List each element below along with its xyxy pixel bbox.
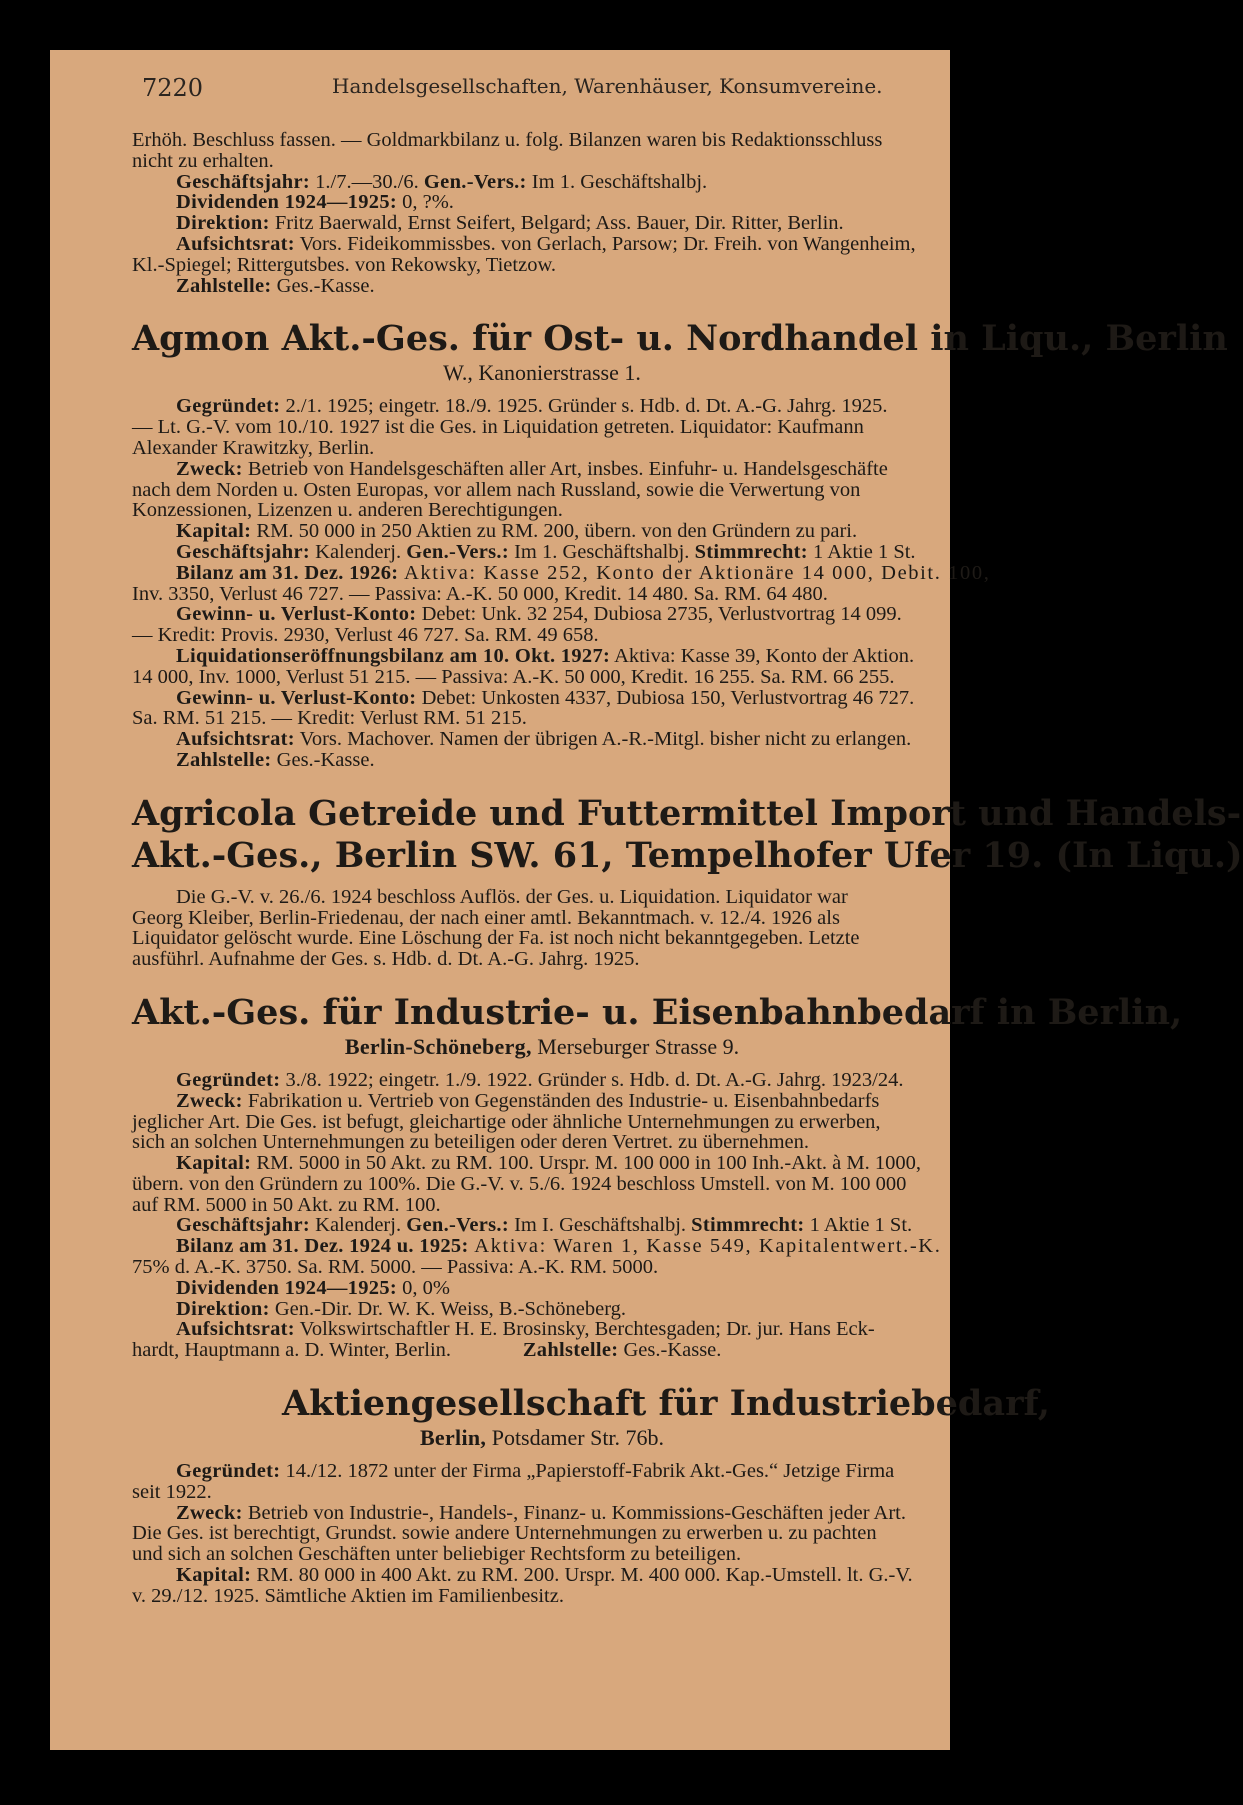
field-value: Gen.-Dir. Dr. W. K. Weiss, B.-Schöneberg. (269, 1297, 627, 1320)
text-line: nicht zu erhalten. (132, 149, 274, 172)
management-line (132, 213, 952, 234)
field-value: 1 Aktie 1 St. (807, 540, 916, 563)
field-label: Zahlstelle: (522, 1339, 619, 1362)
field-label: Bilanz am 31. Dez. 1926: (176, 561, 399, 584)
field-label: Direktion: (176, 212, 270, 235)
company-address: W., Kanonierstrasse 1. (443, 360, 641, 386)
field-value: Ges.-Kasse. (271, 274, 375, 297)
field-label: Kapital: (176, 1152, 252, 1175)
text-line: Sa. RM. 51 215. — Kredit: Verlust RM. 51 215. (132, 707, 527, 730)
text-line: Die G.-V. v. 26./6. 1924 beschloss Auflös. der Ges. u. Liquidation. Liquidator war (176, 885, 848, 908)
field-label: Gen.-Vers.: (423, 170, 527, 193)
field-value: 1./7.—30./6. (310, 170, 424, 193)
text-line: Die Ges. ist berechtigt, Grundst. sowie andere Unternehmungen zu erwerben u. zu pachten (132, 1522, 877, 1545)
field-label: Bilanz am 31. Dez. 1924 u. 1925: (176, 1235, 469, 1258)
field-value: 14./12. 1872 unter der Firma „Papierstoff-Fabrik Akt.-Ges.“ Jetzige Firma (280, 1460, 895, 1483)
field-label: Zweck: (176, 1089, 243, 1112)
address-city: Berlin-Schöneberg, (344, 1033, 532, 1059)
board-line (132, 234, 952, 255)
field-label: Aufsichtsrat: (176, 728, 295, 751)
company-heading: Agricola Getreide und Futtermittel Import und Handels- (132, 792, 1242, 834)
field-label: Gegründet: (176, 1068, 281, 1091)
field-value: Fabrikation u. Vertrieb von Gegenständen des Industrie- u. Eisenbahnbedarfs (242, 1089, 880, 1112)
field-value: 1 Aktie 1 St. (804, 1214, 913, 1237)
founded-line (132, 396, 952, 417)
field-label: Kapital: (176, 520, 252, 543)
company-address (132, 1425, 952, 1451)
field-label: Geschäftsjahr: (176, 170, 311, 193)
field-value: Ges.-Kasse. (271, 748, 375, 771)
entry-industriebedarf (132, 1383, 1050, 1607)
entry-industrie-eisenbahnbedarf (132, 991, 1183, 1362)
field-value: Im 1. Geschäftshalbj. (508, 540, 695, 563)
field-label: Dividenden 1924—1925: (176, 191, 397, 214)
entry-agricola (132, 792, 1243, 971)
liquidation-balance-line (132, 646, 952, 667)
field-value: Betrieb von Industrie-, Handels-, Finanz- u. Kommissions-Geschäften jeder Art. (242, 1501, 906, 1524)
paying-office-line (132, 750, 952, 771)
field-label: Gen.-Vers.: (406, 540, 509, 563)
board-line (132, 1319, 952, 1340)
text-line: Liquidator gelöscht wurde. Eine Löschung der Fa. ist noch nicht bekanntgegeben. Letzte (132, 927, 860, 950)
address-street: Merseburger Strasse 9. (531, 1033, 740, 1059)
capital-line (132, 521, 952, 542)
field-label: Stimmrecht: (694, 540, 808, 563)
field-value: 0, ?%. (397, 191, 454, 214)
text-line: v. 29./12. 1925. Sämtliche Aktien im Familienbesitz. (132, 1584, 564, 1607)
field-label: Dividenden 1924—1925: (176, 1276, 397, 1299)
text-line: Kl.-Spiegel; Rittergutsbes. von Rekowsky, Tietzow. (132, 253, 557, 276)
text-line: sich an solchen Unternehmungen zu beteiligen oder deren Vertret. zu übernehmen. (132, 1131, 810, 1154)
balance-line (132, 561, 991, 584)
field-value: Ges.-Kasse. (618, 1339, 722, 1362)
dividends-line (132, 1278, 952, 1299)
purpose-line (132, 1091, 952, 1112)
field-value: RM. 5000 in 50 Akt. zu RM. 100. Urspr. M. 100 000 in 100 Inh.-Akt. à M. 1000, (251, 1152, 921, 1175)
fiscal-year-line (132, 1215, 952, 1236)
text-line: 75% d. A.-K. 3750. Sa. RM. 5000. — Passiva: A.-K. RM. 5000. (132, 1256, 659, 1279)
field-label: Aufsichtsrat: (176, 232, 295, 255)
address-city: Berlin, (419, 1425, 487, 1451)
field-label: Gewinn- u. Verlust-Konto: (176, 603, 417, 626)
text-line: 14 000, Inv. 1000, Verlust 51 215. — Passiva: A.-K. 50 000, Kredit. 16 255. Sa. RM. 66 255. (132, 665, 895, 688)
dividends-line (132, 192, 952, 213)
field-value: Aktiva: Kasse 39, Konto der Aktion. (610, 644, 915, 667)
company-heading: Akt.-Ges., Berlin SW. 61, Tempelhofer Ufer 19. (In Liqu.) (132, 834, 1243, 876)
field-label: Geschäftsjahr: (176, 1214, 311, 1237)
text-line: auf RM. 5000 in 50 Akt. zu RM. 100. (132, 1193, 441, 1216)
field-label: Gewinn- u. Verlust-Konto: (176, 686, 417, 709)
field-value: Im 1. Geschäftshalbj. (526, 170, 708, 193)
field-value: 0, 0% (397, 1276, 450, 1299)
field-label: Kapital: (176, 1564, 252, 1587)
purpose-line (132, 1503, 952, 1524)
field-value: Vors. Fideikommissbes. von Gerlach, Parsow; Dr. Freih. von Wangenheim, (294, 232, 916, 255)
field-label: Aufsichtsrat: (176, 1318, 295, 1341)
field-label: Gen.-Vers.: (406, 1214, 509, 1237)
management-line (132, 1299, 952, 1320)
book-page (50, 50, 1243, 1750)
paying-office-line (132, 276, 952, 297)
page-number: 7220 (142, 74, 204, 102)
field-label: Gegründet: (176, 395, 281, 418)
field-value: Volkswirtschaftler H. E. Brosinsky, Berchtesgaden; Dr. jur. Hans Eck- (294, 1318, 875, 1341)
capital-line (132, 1153, 952, 1174)
text-line: nach dem Norden u. Osten Europas, vor allem nach Russland, sowie die Verwertung von (132, 478, 861, 501)
company-address (132, 1034, 952, 1060)
profit-loss-line (132, 688, 952, 709)
entry-agmon (132, 318, 1228, 771)
field-label: Zahlstelle: (176, 748, 272, 771)
text-line: übern. von den Gründern zu 100%. Die G.-V. v. 5./6. 1924 beschloss Umstell. von M. 100 000 (132, 1172, 907, 1195)
field-label: Zweck: (176, 1501, 243, 1524)
text-line: Erhöh. Beschluss fassen. — Goldmarkbilanz u. folg. Bilanzen waren bis Redaktionsschluss (132, 129, 883, 151)
company-heading: Akt.-Ges. für Industrie- u. Eisenbahnbedarf in Berlin, (132, 991, 1183, 1033)
field-value: 3./8. 1922; eingetr. 1./9. 1922. Gründer s. Hdb. d. Dt. A.-G. Jahrg. 1923/24. (280, 1068, 904, 1091)
field-label: Liquidationseröffnungsbilanz am 10. Okt. 1927: (176, 644, 611, 667)
field-value: Debet: Unkosten 4337, Dubiosa 150, Verlustvortrag 46 727. (416, 686, 915, 709)
field-value: Aktiva: Waren 1, Kasse 549, Kapitalentwert.-K. (468, 1235, 942, 1258)
running-title: Handelsgesellschaften, Warenhäuser, Konsumvereine. (332, 74, 883, 98)
text-line: ausführl. Aufnahme der Ges. s. Hdb. d. Dt. A.-G. Jahrg. 1925. (132, 948, 640, 971)
field-value: hardt, Hauptmann a. D. Winter, Berlin. (132, 1339, 452, 1362)
founded-line (132, 1070, 952, 1091)
fiscal-year-line (132, 172, 952, 193)
entry-continued (132, 130, 952, 296)
purpose-line (132, 459, 952, 480)
text-line: — Kredit: Provis. 2930, Verlust 46 727. Sa. RM. 49 658. (132, 624, 599, 647)
profit-loss-line (132, 604, 952, 625)
board-line (132, 729, 952, 750)
text-line: Inv. 3350, Verlust 46 727. — Passiva: A.-K. 50 000, Kredit. 14 480. Sa. RM. 64 480. (132, 582, 828, 605)
field-value: Kalenderj. (310, 540, 407, 563)
text-line: — Lt. G.-V. vom 10./10. 1927 ist die Ges. in Liquidation getreten. Liquidator: Kaufmann (132, 416, 864, 439)
company-heading: Agmon Akt.-Ges. für Ost- u. Nordhandel in Liqu., Berlin (132, 318, 1228, 360)
field-value: Betrieb von Handelsgeschäften aller Art, insbes. Einfuhr- u. Handelsgeschäfte (242, 457, 888, 480)
capital-line (132, 1565, 952, 1586)
field-label: Geschäftsjahr: (176, 540, 311, 563)
text-line: seit 1922. (132, 1480, 212, 1503)
fiscal-year-line (132, 542, 952, 563)
balance-line (132, 1236, 952, 1257)
field-value: Debet: Unk. 32 254, Dubiosa 2735, Verlustvortrag 14 099. (416, 603, 902, 626)
founded-line (132, 1461, 952, 1482)
field-label: Gegründet: (176, 1460, 281, 1483)
text-line: Konzessionen, Lizenzen u. anderen Berechtigungen. (132, 499, 563, 522)
text-line: jeglicher Art. Die Ges. ist befugt, gleichartige oder ähnliche Unternehmungen zu erwerben, (132, 1110, 881, 1133)
text-line (132, 1340, 952, 1361)
field-label: Zweck: (176, 457, 243, 480)
text-line: und sich an solchen Geschäften unter beliebiger Rechtsform zu beteiligen. (132, 1543, 742, 1566)
field-value: Kalenderj. (310, 1214, 407, 1237)
field-value: Im I. Geschäftshalbj. (508, 1214, 692, 1237)
field-value: Fritz Baerwald, Ernst Seifert, Belgard; Ass. Bauer, Dir. Ritter, Berlin. (269, 212, 844, 235)
field-value: RM. 50 000 in 250 Aktien zu RM. 200, übern. von den Gründern zu pari. (251, 520, 858, 543)
text-line: Georg Kleiber, Berlin-Friedenau, der nach einer amtl. Bekanntmach. v. 12./4. 1926 als (132, 906, 840, 929)
text-line: Alexander Krawitzky, Berlin. (132, 436, 375, 459)
field-value: RM. 80 000 in 400 Akt. zu RM. 200. Urspr. M. 400 000. Kap.-Umstell. lt. G.-V. (251, 1564, 913, 1587)
address-street: Potsdamer Str. 76b. (486, 1425, 665, 1451)
page-body (132, 129, 1243, 1607)
field-value: Vors. Machover. Namen der übrigen A.-R.-Mitgl. bisher nicht zu erlangen. (294, 728, 912, 751)
company-heading: Aktiengesellschaft für Industriebedarf, (282, 1383, 1050, 1425)
field-value: 2./1. 1925; eingetr. 18./9. 1925. Gründer s. Hdb. d. Dt. A.-G. Jahrg. 1925. (280, 395, 888, 418)
field-label: Direktion: (176, 1297, 270, 1320)
field-label: Zahlstelle: (176, 274, 272, 297)
field-label: Stimmrecht: (691, 1214, 805, 1237)
field-value: Aktiva: Kasse 252, Konto der Aktionäre 14 000, Debit. 100, (398, 561, 991, 584)
